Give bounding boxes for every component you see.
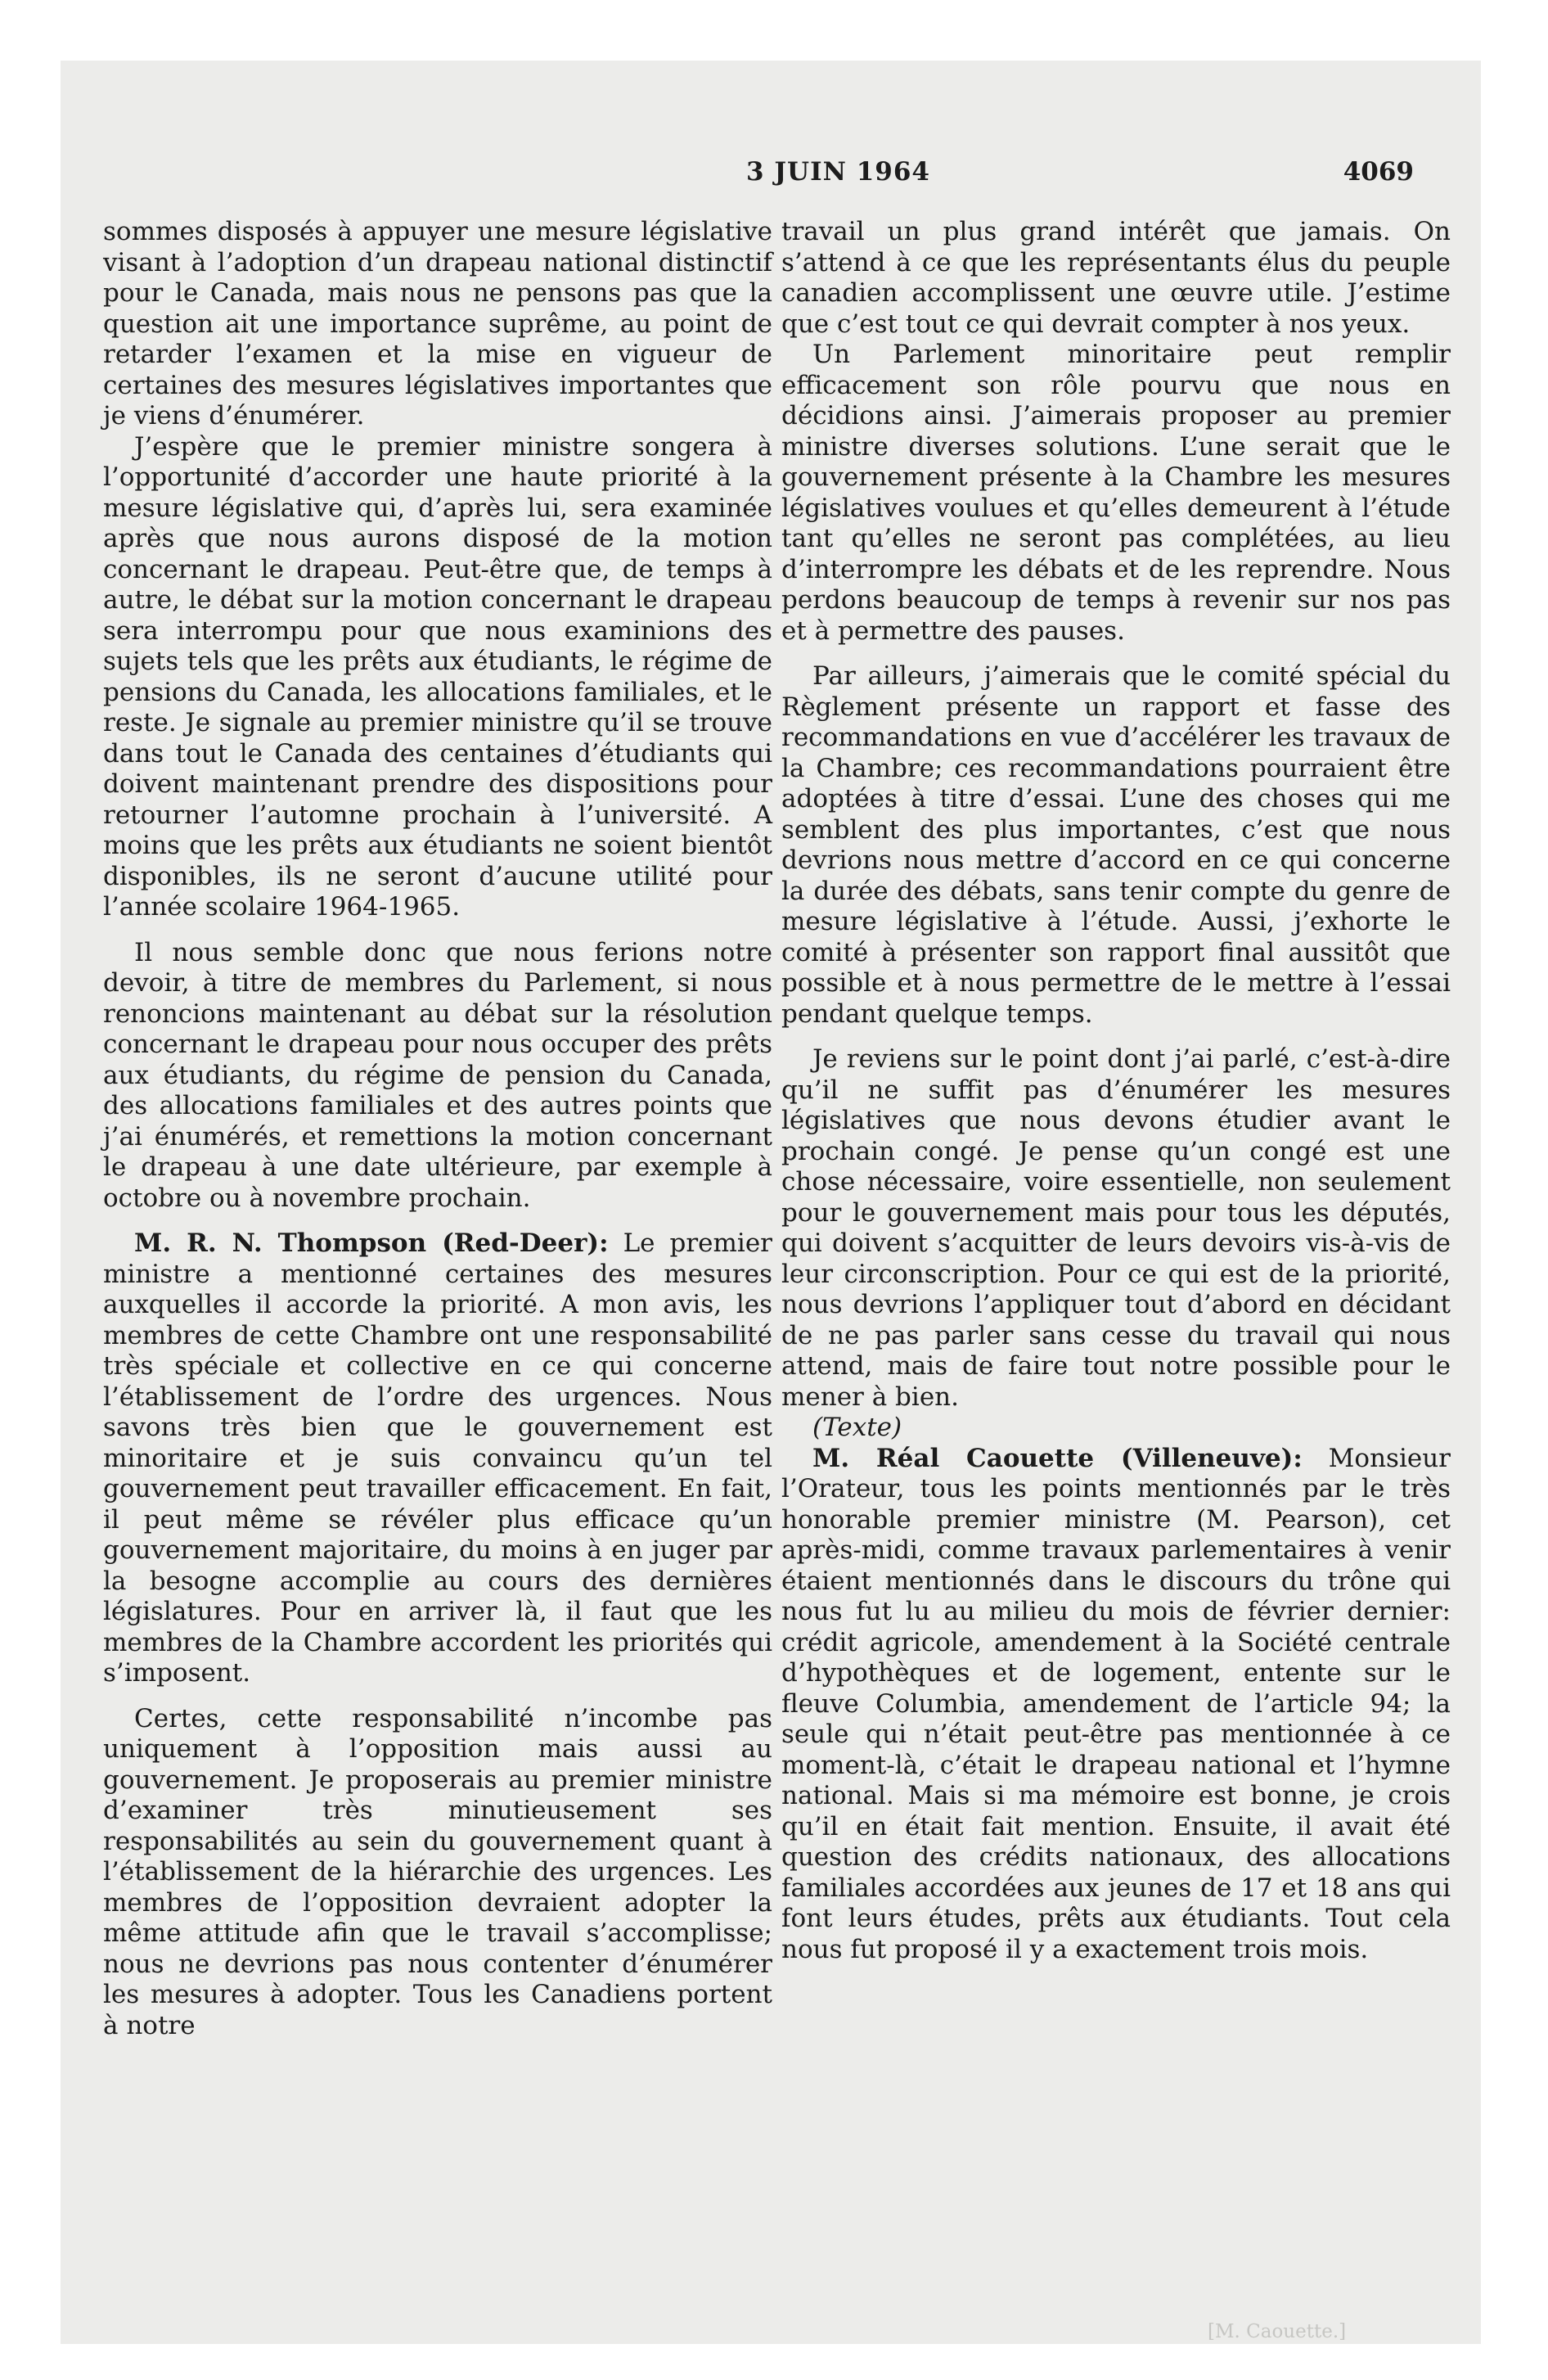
paragraph: sommes disposés à appuyer une mesure législative visant à l’adoption d’un drapeau national distinctif pour le Canada, mais nous ne pensons pas que la question ait une importance suprême, au point de retarder l’examen et la mise en vigueur de certaines des mesures législatives importantes que je viens d’énumérer.	[103, 217, 772, 430]
paragraph: Il nous semble donc que nous ferions notre devoir, à titre de membres du Parlement, si nous renoncions maintenant au débat sur la résolution concernant le drapeau pour nous occuper des prêts aux étudiants, du régime de pension du Canada, des allocations familiales et des autres points que j’ai énumérés, et remettions la motion concernant le drapeau à une date ultérieure, par exemple à octobre ou à novembre prochain.	[103, 937, 772, 1213]
speaker-name: M. R. N. Thompson (Red-Deer):	[134, 1228, 609, 1258]
right-column	[781, 217, 1451, 1965]
speaker-name: M. Réal Caouette (Villeneuve):	[812, 1443, 1303, 1473]
speech-text: Le premier ministre a mentionné certaines des mesures auxquelles il accorde la priorité. A mon avis, les membres de cette Chambre ont une responsabilité très spéciale et collective en ce qui concerne l’établissement de l’ordre des urgences. Nous savons très bien que le gouvernement est minoritaire et je suis convaincu qu’un tel gouvernement peut travailler efficacement. En fait, il peut même se révéler plus efficace qu’un gouvernement majoritaire, du moins à en juger par la besogne accomplie au cours des dernières législatures. Pour en arriver là, il faut que les membres de la Chambre accordent les priorités qui s’imposent.	[103, 1228, 773, 1688]
paragraph: Un Parlement minoritaire peut remplir efficacement son rôle pourvu que nous en décidions ainsi. J’aimerais proposer au premier ministre diverses solutions. L’une serait que le gouvernement présente à la Chambre les mesures législatives voulues et qu’elles demeurent à l’étude tant qu’elles ne seront pas complétées, au lieu d’interrompre les débats et de les reprendre. Nous perdons beaucoup de temps à revenir sur nos pas et à permettre des pauses.	[781, 340, 1451, 646]
paragraph: travail un plus grand intérêt que jamais. On s’attend à ce que les représentants élus du peuple canadien accomplissent une œuvre utile. J’estime que c’est tout ce qui devrait compter à nos yeux.	[781, 217, 1451, 339]
section-subheading: (Texte)	[812, 1413, 902, 1442]
paragraph: Par ailleurs, j’aimerais que le comité spécial du Règlement présente un rapport et fasse des recommandations en vue d’accélérer les travaux de la Chambre; ces recommandations pourraient être adoptées à titre d’essai. L’une des choses qui me semblent des plus importantes, c’est que nous devrions nous mettre d’accord en ce qui concerne la durée des débats, sans tenir compte du genre de mesure législative à l’étude. Aussi, j’exhorte le comité à présenter son rapport final aussitôt que possible et à nous permettre de le mettre à l’essai pendant quelque temps.	[781, 661, 1451, 1029]
bleed-through-margin-note: [M. Caouette.]	[1208, 2321, 1347, 2342]
speech-paragraph	[103, 1228, 772, 1689]
paragraph: J’espère que le premier ministre songera à l’opportunité d’accorder une haute priorité à la mesure législative qui, d’après lui, sera examinée après que nous aurons disposé de la motion concernant le drapeau. Peut-être que, de temps à autre, le débat sur la motion concernant le drapeau sera interrompu pour que nous examinions des sujets tels que les prêts aux étudiants, le régime de pensions du Canada, les allocations familiales, et le reste. Je signale au premier ministre qu’il se trouve dans tout le Canada des centaines d’étudiants qui doivent maintenant prendre des dispositions pour retourner l’automne prochain à l’université. A moins que les prêts aux étudiants ne soient bientôt disponibles, ils ne seront d’aucune utilité pour l’année scolaire 1964-1965.	[103, 431, 772, 922]
paragraph: Je reviens sur le point dont j’ai parlé, c’est-à-dire qu’il ne suffit pas d’énumérer les mesures législatives que nous devons étudier avant le prochain congé. Je pense qu’un congé est une chose nécessaire, voire essentielle, non seulement pour le gouvernement mais pour tous les députés, qui doivent s’acquitter de leurs devoirs vis-à-vis de leur circonscription. Pour ce qui est de la priorité, nous devrions l’appliquer tout d’abord en décidant de ne pas parler sans cesse du travail qui nous attend, mais de faire tout notre possible pour le mener à bien.	[781, 1044, 1451, 1412]
speech-paragraph	[781, 1444, 1451, 1966]
speech-text: Monsieur l’Orateur, tous les points mentionnés par le très honorable premier ministre (M. Pearson), cet après-midi, comme travaux parlementaires à venir étaient mentionnés dans le discours du trône qui nous fut lu au milieu du mois de février dernier: crédit agricole, amendement à la Société centrale d’hypothèques et de logement, entente sur le fleuve Columbia, amendement de l’article 94; la seule qui n’était peut-être pas mentionnée à ce moment-là, c’était le drapeau national et l’hymne national. Mais si ma mémoire est bonne, je crois qu’il en était fait mention. Ensuite, il avait été question des crédits nationaux, des allocations familiales accordées aux jeunes de 17 et 18 ans qui font leurs études, prêts aux étudiants. Tout cela nous fut proposé il y a exactement trois mois.	[781, 1443, 1451, 1964]
page-header	[61, 157, 1481, 198]
page-date: 3 JUIN 1964	[746, 157, 930, 187]
paragraph: Certes, cette responsabilité n’incombe pas uniquement à l’opposition mais aussi au gouvernement. Je proposerais au premier ministre d’examiner très minutieusement ses responsabilités au sein du gouvernement quant à l’établissement de la hiérarchie des urgences. Les membres de l’opposition devraient adopter la même attitude afin que le travail s’accomplisse; nous ne devrions pas nous contenter d’énumérer les mesures à adopter. Tous les Canadiens portent à notre	[103, 1703, 772, 2040]
page-number: 4069	[1343, 157, 1414, 187]
left-column	[103, 217, 772, 2041]
